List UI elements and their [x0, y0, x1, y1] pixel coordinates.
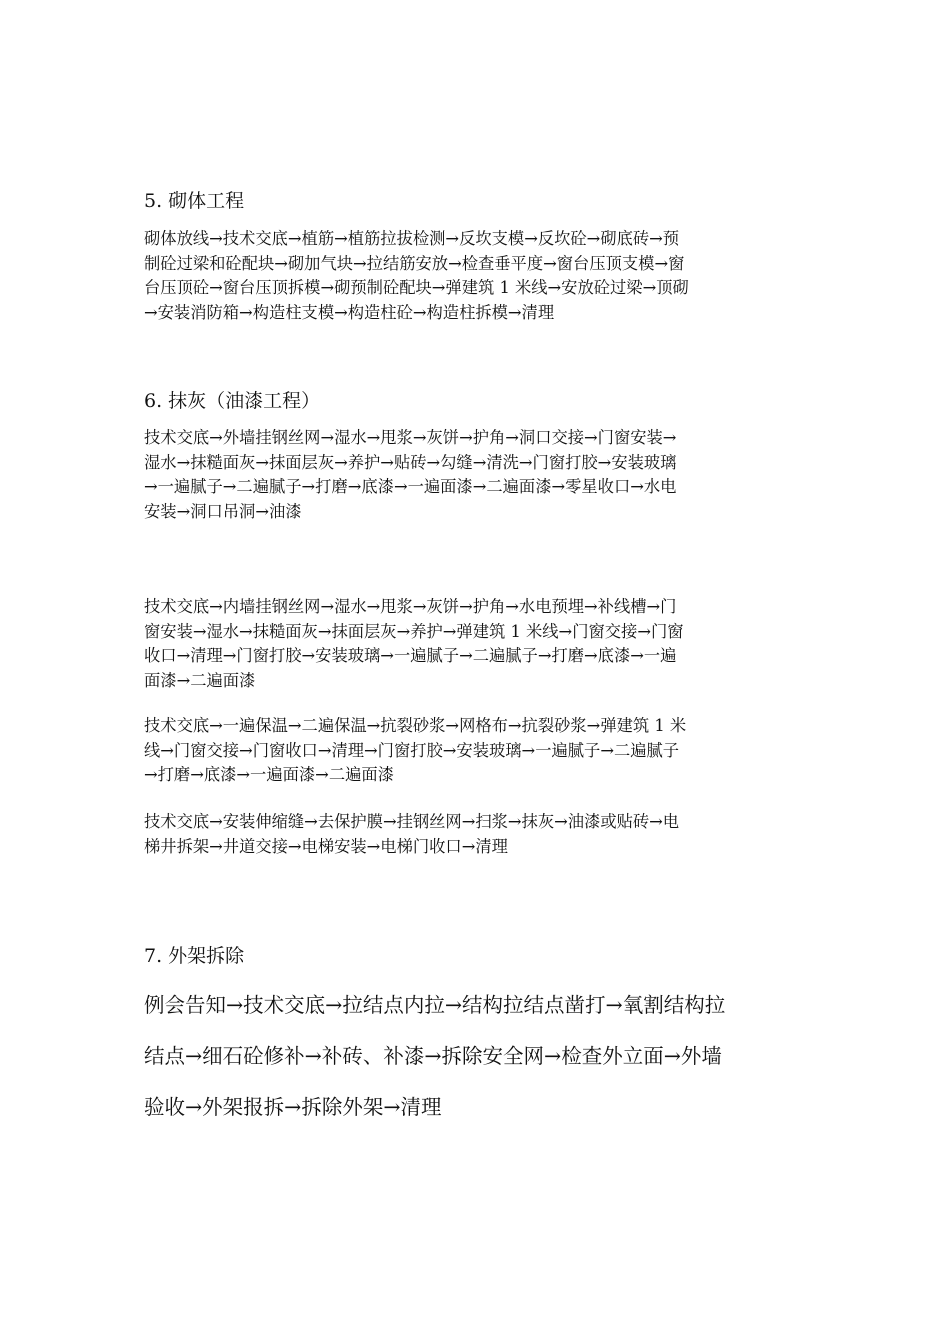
section-6-heading: 6. 抹灰（油漆工程） [144, 390, 321, 412]
text-line: →一遍腻子→二遍腻子→打磨→底漆→一遍面漆→二遍面漆→零星收口→水电 [144, 477, 677, 497]
section-6-paragraph-insulation [144, 714, 812, 788]
section-6-paragraph-exterior [144, 426, 812, 524]
text-line: 台压顶砼→窗台压顶拆模→砌预制砼配块→弹建筑 1 米线→安放砼过梁→顶砌 [144, 278, 689, 298]
text-line: 安装→洞口吊洞→油漆 [144, 501, 302, 521]
section-5-heading: 5. 砌体工程 [144, 190, 245, 212]
text-line: 梯井拆架→井道交接→电梯安装→电梯门收口→清理 [144, 836, 508, 856]
section-6-paragraph-interior [144, 595, 812, 693]
text-line: 线→门窗交接→门窗收口→清理→门窗打胶→安装玻璃→一遍腻子→二遍腻子 [144, 740, 680, 760]
text-line: 技术交底→一遍保温→二遍保温→抗裂砂浆→网格布→抗裂砂浆→弹建筑 1 米 [144, 716, 687, 735]
text-line: 技术交底→外墙挂钢丝网→湿水→甩浆→灰饼→护角→洞口交接→门窗安装→ [144, 428, 677, 447]
text-line: 制砼过梁和砼配块→砌加气块→拉结筋安放→检查垂平度→窗台压顶支模→窗 [144, 253, 685, 273]
text-line: 面漆→二遍面漆 [144, 670, 256, 690]
section-5-paragraph [144, 227, 812, 325]
text-line: 窗安装→湿水→抹糙面灰→抹面层灰→养护→弹建筑 1 米线→门窗交接→门窗 [144, 621, 684, 641]
text-line: 湿水→抹糙面灰→抹面层灰→养护→贴砖→勾缝→清洗→门窗打胶→安装玻璃 [144, 452, 677, 472]
text-line: 例会告知→技术交底→拉结点内拉→结构拉结点凿打→氧割结构拉 [144, 993, 726, 1017]
text-line: →安装消防箱→构造柱支模→构造柱砼→构造柱拆模→清理 [144, 302, 555, 322]
text-line: 验收→外架报拆→拆除外架→清理 [144, 1095, 442, 1119]
text-line: 结点→细石砼修补→补砖、补漆→拆除安全网→检查外立面→外墙 [144, 1044, 722, 1068]
text-line: 技术交底→内墙挂钢丝网→湿水→甩浆→灰饼→护角→水电预埋→补线槽→门 [144, 597, 677, 616]
section-6-paragraph-elevator [144, 810, 812, 859]
text-line: →打磨→底漆→一遍面漆→二遍面漆 [144, 765, 394, 785]
text-line: 收口→清理→门窗打胶→安装玻璃→一遍腻子→二遍腻子→打磨→底漆→一遍 [144, 646, 677, 666]
section-7-heading: 7. 外架拆除 [144, 945, 245, 967]
text-line: 技术交底→安装伸缩缝→去保护膜→挂钢丝网→扫浆→抹灰→油漆或贴砖→电 [144, 812, 680, 831]
section-7-paragraph [144, 980, 814, 1133]
text-line: 砌体放线→技术交底→植筋→植筋拉拔检测→反坎支模→反坎砼→砌底砖→预 [144, 229, 680, 248]
